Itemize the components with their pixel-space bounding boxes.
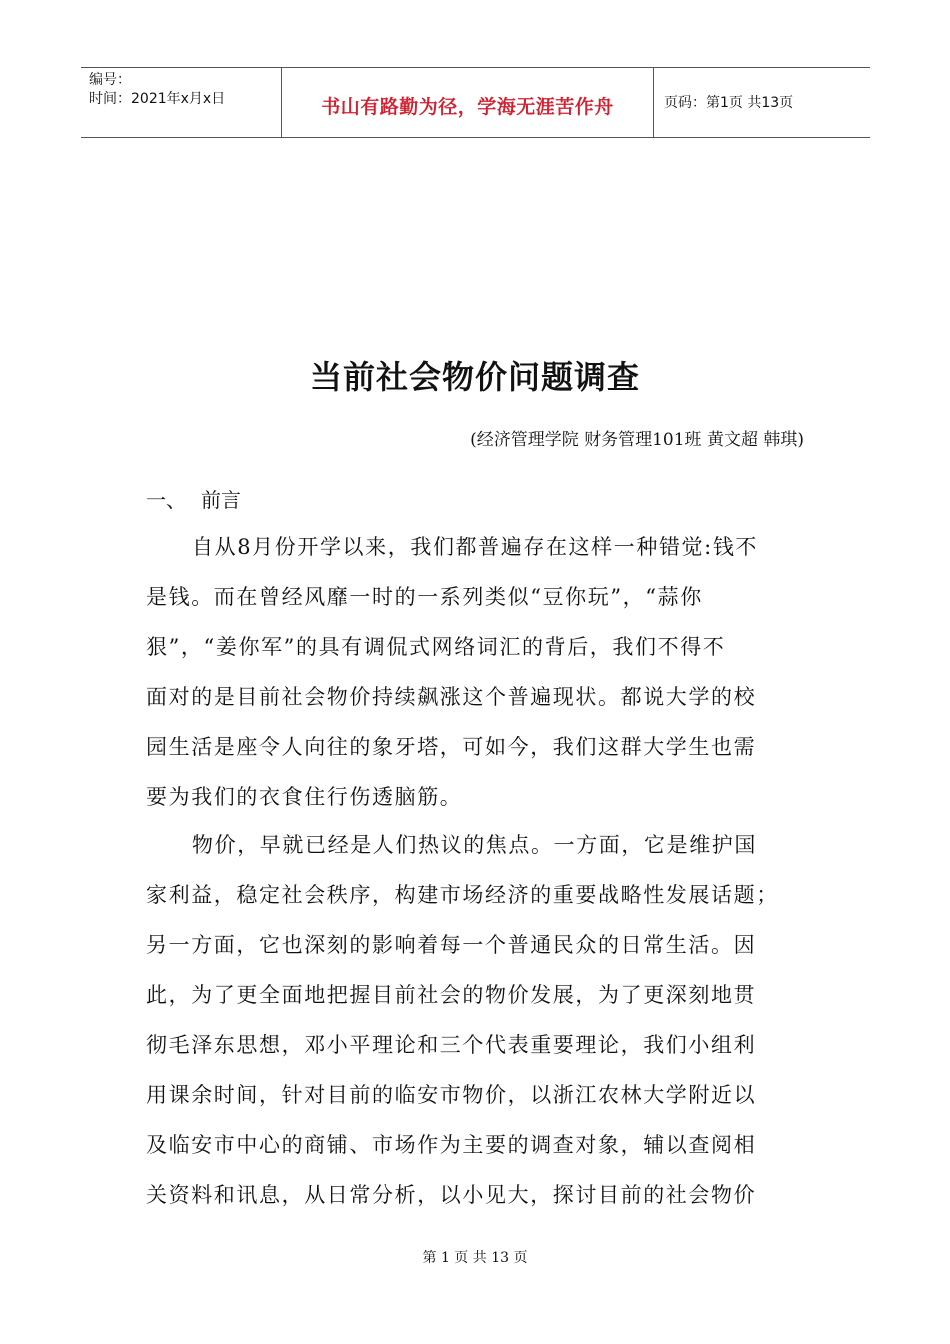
- text-line: 用课余时间，针对目前的临安市物价，以浙江农林大学附近以: [146, 1083, 757, 1107]
- section-heading: [146, 484, 241, 513]
- author-byline: (经济管理学院 财务管理101班 黄文超 韩琪): [470, 430, 804, 450]
- text-line: 家利益，稳定社会秩序，构建市场经济的重要战略性发展话题；: [146, 883, 779, 907]
- text-line: 是钱。而在曾经风靡一时的一系列类似“豆你玩”，“蒜你: [146, 585, 703, 609]
- text-line: 自从8月份开学以来，我们都普遍存在这样一种错觉:钱不: [192, 535, 759, 559]
- text-line: 要为我们的衣食住行伤透脑筋。: [146, 785, 463, 809]
- header-left-cell: [81, 68, 281, 137]
- header-time-label: 时间：2021年x月x日: [89, 91, 226, 107]
- header-number-label: 编号：: [89, 72, 131, 88]
- header-page-cell: [654, 68, 870, 137]
- document-title: 当前社会物价问题调查: [309, 358, 640, 396]
- paragraph-2: [146, 820, 806, 1220]
- section-number: 一、: [146, 488, 186, 512]
- text-line: 彻毛泽东思想，邓小平理论和三个代表重要理论，我们小组利: [146, 1033, 757, 1057]
- header-page-label: 页码：第1页 共13页: [664, 95, 794, 111]
- text-line: 面对的是目前社会物价持续飙涨这个普遍现状。都说大学的校: [146, 685, 757, 709]
- header-motto-cell: [281, 68, 654, 137]
- text-line: 物价，早就已经是人们热议的焦点。一方面，它是维护国: [192, 833, 757, 857]
- section-title: 前言: [201, 488, 241, 512]
- header-motto: 书山有路勤为径，学海无涯苦作舟: [321, 96, 614, 118]
- paragraph-1: [146, 522, 806, 822]
- text-line: 及临安市中心的商铺、市场作为主要的调查对象，辅以查阅相: [146, 1133, 757, 1157]
- text-line: 此，为了更全面地把握目前社会的物价发展，为了更深刻地贯: [146, 983, 757, 1007]
- text-line: 园生活是座令人向往的象牙塔，可如今，我们这群大学生也需: [146, 735, 757, 759]
- document-header: [81, 67, 870, 138]
- page-footer: 第 1 页 共 13 页: [422, 1250, 528, 1266]
- text-line: 另一方面，它也深刻的影响着每一个普通民众的日常生活。因: [146, 933, 757, 957]
- text-line: 关资料和讯息，从日常分析，以小见大，探讨目前的社会物价: [146, 1183, 757, 1207]
- text-line: 狠”，“姜你军”的具有调侃式网络词汇的背后，我们不得不: [146, 635, 726, 659]
